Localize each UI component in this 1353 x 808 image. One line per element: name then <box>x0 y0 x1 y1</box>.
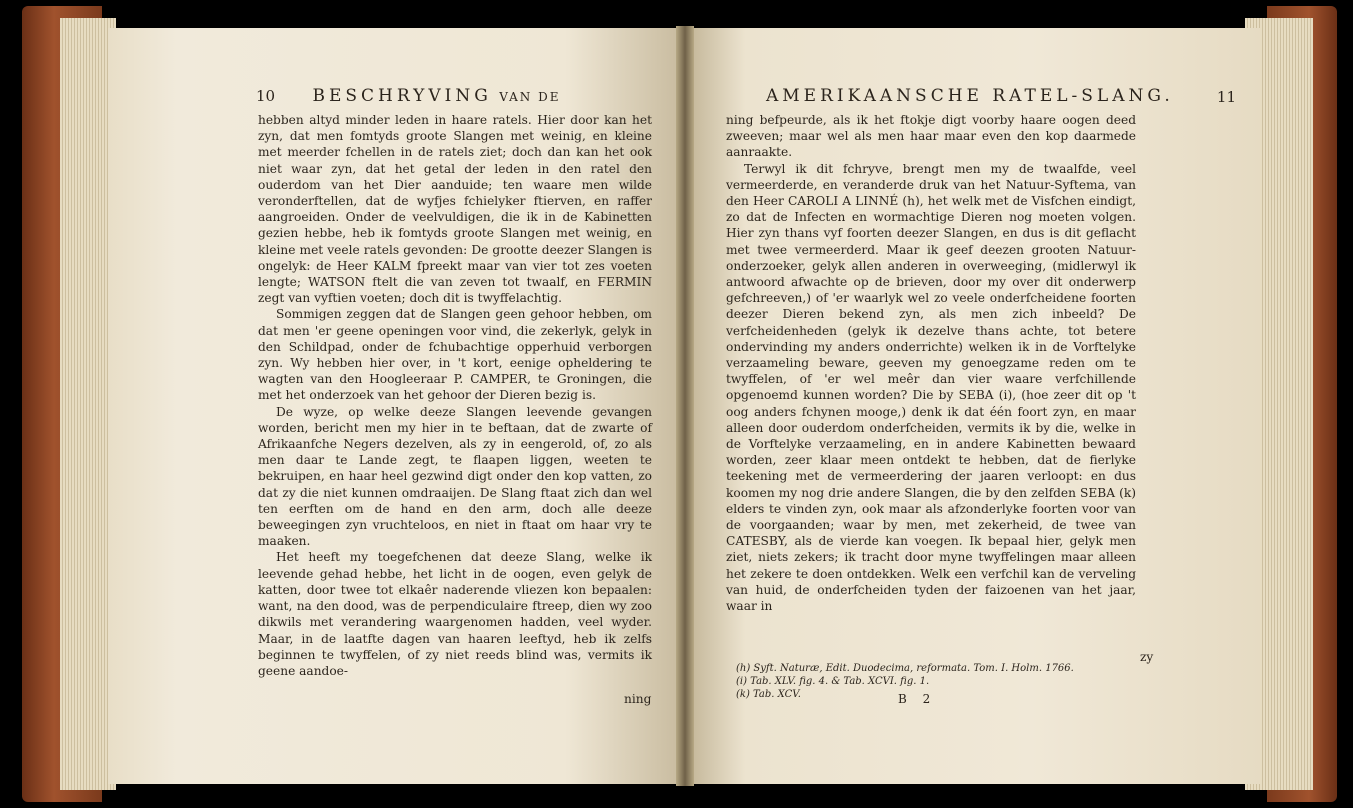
paragraph: Terwyl ik dit fchryve, brengt men my de twaalfde, veel vermeerderde, en veranderde druk van het Natuur-Syftema, van den Heer CAROLI A LINNÉ (h), het welk met de Visfchen eindigt, zo dat de Infecten en wormachtige Dieren nog moeten volgen. Hier zyn thans vyf foorten deezer Slangen, en dus is dit geflacht met twee vermeerderd. Maar ik geef deezen grooten Natuur-onderzoeker, gelyk allen anderen in overweeging, (midlerwyl ik antwoord afwachte op de brieven, door my over dit onderwerp gefchreeven,) of 'er waarlyk wel zo veele onderfcheidene foorten deezer Dieren bekend zyn, als men zich inbeeld? De verfcheidenheden (gelyk ik dezelve thans achte, tot betere ondervinding my anders onderrichte) welken ik in de Vorftelyke verzaameling beware, geeven my genoegzame reden om te twyffelen, of 'er wel meêr dan vier waare verfchillende opgenoemd kunnen worden? Die by SEBA (i), (hoe zeer dit op 't oog anders fchynen mooge,) denk ik dat één foort zyn, en maar alleen door ouderdom onderfcheiden, vermits ik by die, welke in de Vorftelyke verzaameling, en in andere Kabinetten bewaard worden, zeer klaar meen ontdekt te hebben, dat de fierlyke teekening met de vermeerdering der jaaren verloopt: en dus koomen my nog drie andere Slangen, die by den zelfden SEBA (k) elders te vinden zyn, ook maar als afzonderlyke foorten voor van de voorgaanden; waar by men, met zekerheid, de twee van CATESBY, als de vierde kan voegen. Ik bepaal hier, gelyk men ziet, niets zekers; ik tracht door myne twyffelingen maar alleen het zekere te doen ontdekken. Welk een verfchil kan de verveling van huid, de onderfcheiden tyden der faizoenen van het jaar, waar in <box>726 161 1136 614</box>
left-running-title-small: VAN DE <box>499 90 561 104</box>
paragraph: De wyze, op welke deeze Slangen leevende gevangen worden, bericht men my hier in te beftaan, dat de zwarte of Afrikaanfche Negers dezelven, als zy in eengerold, of, zo als men daar te Lande zegt, te flaapen liggen, weeten te bekruipen, en haar heel gezwind digt onder den kop vatten, zo dat zy die niet kunnen omdraaijen. De Slang ftaat zich dan wel ten eerften om de hand en den arm, doch alle deeze beweegingen zyn vruchteloos, en niet in ftaat om haar vry te maaken. <box>258 404 652 549</box>
paragraph: Sommigen zeggen dat de Slangen geen gehoor hebben, om dat men 'er geene openingen voor vind, die zekerlyk, gelyk in den Schildpad, onder de fchubachtige opperhuid verborgen zyn. Wy hebben hier over, in 't kort, eenige opheldering te wagten van den Hoogleeraar P. CAMPER, te Groningen, die met het onderzoek van het gehoor der Dieren bezig is. <box>258 307 652 403</box>
left-page <box>108 28 680 784</box>
left-running-title: BESCHRYVING <box>312 86 492 106</box>
footnotes <box>736 662 1156 701</box>
right-catchword: zy <box>1140 650 1154 664</box>
left-catchword: ning <box>624 692 652 706</box>
paragraph: hebben altyd minder leden in haare ratels. Hier door kan het zyn, dat men fomtyds groote Slangen met weinig, en kleine met meerder fchellen in de ratels ziet; doch dan kan het ook niet waar zyn, dat het getal der leden in den ratel den ouderdom van het Dier aanduide; ten waare men wilde veronderftellen, dat de wyfjes fchielyker ftierven, en raffer aangroeiden. Onder de veelvuldigen, die ik in de Kabinetten gezien hebbe, heb ik fomtyds groote Slangen met weinig, en kleine met veele ratels gevonden: De grootte deezer Slangen is ongelyk: de Heer KALM fpreekt maar van vier tot zes voeten lengte; WATSON ftelt die van zeven tot twaalf, en FERMIN zegt van vyftien voeten; doch dit is twyffelachtig. <box>258 113 652 306</box>
footnote: (k) Tab. XCV. <box>736 689 801 700</box>
right-running-title: AMERIKAANSCHE RATEL-SLANG. <box>766 86 1174 106</box>
left-page-number: 10 <box>256 87 276 105</box>
paragraph: Het heeft my toegefchenen dat deeze Slang, welke ik leevende gehad hebbe, het licht in de oogen, even gelyk de katten, door twee tot elkaêr naderende vliezen kon bepaalen: want, na den dood, was de perpendiculaire ftreep, dien wy zoo dikwils met verandering waargenomen hadden, veel wyder. Maar, in de laatfte dagen van haaren leeftyd, heb ik zelfs beginnen te twyffelen, of zy niet reeds blind was, vermits ik geene aandoe- <box>258 550 652 678</box>
left-page-text <box>258 112 652 679</box>
paragraph: ning befpeurde, als ik het ftokje digt voorby haare oogen deed zweeven; maar wel als men haar maar even den kop daarmede aanraakte. <box>726 113 1136 160</box>
printer-signature: B 2 <box>898 692 937 706</box>
right-page <box>688 28 1260 784</box>
book-gutter <box>676 26 694 786</box>
footnote: (h) Syft. Naturæ, Edit. Duodecima, reformata. Tom. I. Holm. 1766. <box>736 663 1074 674</box>
footnote: (i) Tab. XLV. fig. 4. & Tab. XCVI. fig. 1. <box>736 676 930 687</box>
right-page-number: 11 <box>1216 88 1236 106</box>
right-page-text <box>726 112 1136 614</box>
